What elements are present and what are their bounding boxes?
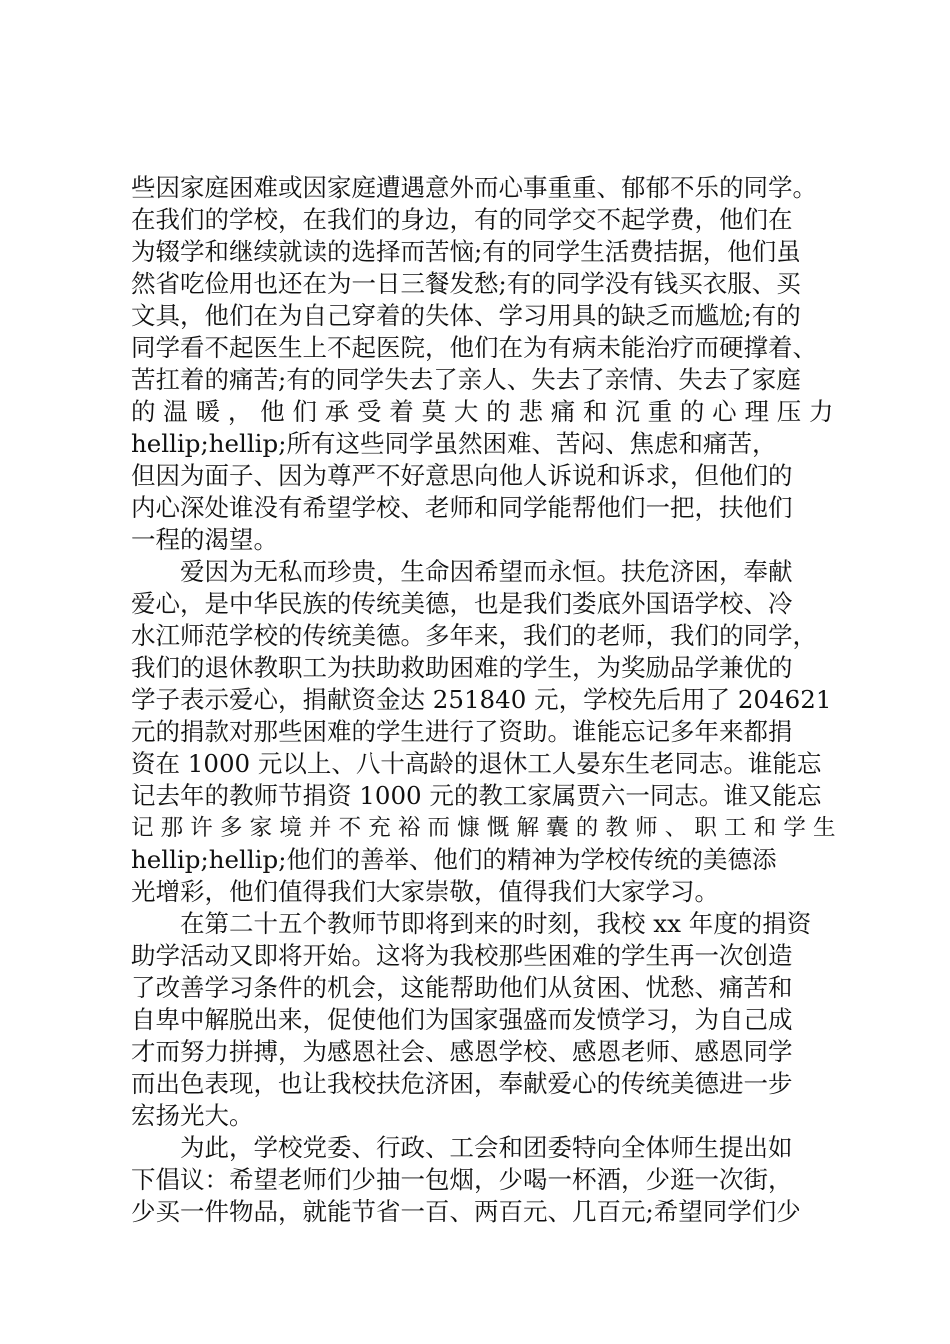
text-line: 然省吃俭用也还在为一日三餐发愁;有的同学没有钱买衣服、买: [131, 269, 801, 298]
text-line: 了改善学习条件的机会，这能帮助他们从贫困、忧愁、痛苦和: [131, 973, 793, 1002]
text-line: 助学活动又即将开始。这将为我校那些困难的学生再一次创造: [131, 941, 793, 970]
text-line: 宏扬光大。: [131, 1101, 254, 1130]
text-line: 水江师范学校的传统美德。多年来，我们的老师，我们的同学，: [131, 621, 817, 650]
text-line: 但因为面子、因为尊严不好意思向他人诉说和诉求，但他们的: [131, 461, 793, 490]
text-line: 内心深处谁没有希望学校、老师和同学能帮他们一把，扶他们: [131, 493, 793, 522]
text-line: 少买一件物品，就能节省一百、两百元、几百元;希望同学们少: [131, 1197, 801, 1226]
text-line: 些因家庭困难或因家庭遭遇意外而心事重重、郁郁不乐的同学。: [131, 173, 817, 202]
text-line: 记去年的教师节捐资 1000 元的教工家属贾六一同志。谁又能忘: [131, 781, 822, 810]
text-line: 而出色表现，也让我校扶危济困，奉献爱心的传统美德进一步: [131, 1069, 793, 1098]
text-line: 的 温 暖 ， 他 们 承 受 着 莫 大 的 悲 痛 和 沉 重 的 心 理 压 力: [131, 397, 834, 426]
text-line: 我们的退休教职工为扶助救助困难的学生，为奖励品学兼优的: [131, 653, 793, 682]
text-line: hellip;hellip;所有这些同学虽然困难、苦闷、焦虑和痛苦，: [131, 429, 777, 458]
text-line: 光增彩，他们值得我们大家崇敬，值得我们大家学习。: [131, 877, 719, 906]
text-line: 为辍学和继续就读的选择而苦恼;有的同学生活费拮据，他们虽: [131, 237, 801, 266]
text-line: 文具，他们在为自己穿着的失体、学习用具的缺乏而尴尬;有的: [131, 301, 801, 330]
body-text: [131, 172, 836, 1228]
text-line: 自卑中解脱出来，促使他们为国家强盛而发愤学习，为自己成: [131, 1005, 793, 1034]
text-line: hellip;hellip;他们的善举、他们的精神为学校传统的美德添: [131, 845, 777, 874]
text-line: 苦扛着的痛苦;有的同学失去了亲人、失去了亲情、失去了家庭: [131, 365, 801, 394]
text-line: 同学看不起医生上不起医院，他们在为有病未能治疗而硬撑着、: [131, 333, 817, 362]
text-line: 记 那 许 多 家 境 并 不 充 裕 而 慷 慨 解 囊 的 教 师 、 职 工 和 学 生: [131, 815, 836, 841]
paragraph-first-line: 为此，学校党委、行政、工会和团委特向全体师生提出如: [180, 1133, 793, 1162]
text-line: 一程的渴望。: [131, 525, 278, 554]
text-line: 学子表示爱心，捐献资金达 251840 元，学校先后用了 204621: [131, 685, 832, 714]
text-line: 才而努力拼搏，为感恩社会、感恩学校、感恩老师、感恩同学: [131, 1037, 793, 1066]
text-line: 爱心，是中华民族的传统美德，也是我们娄底外国语学校、冷: [131, 589, 793, 618]
paragraph-first-line: 爱因为无私而珍贵，生命因希望而永恒。扶危济困，奉献: [180, 557, 793, 586]
paragraph-first-line: 在第二十五个教师节即将到来的时刻，我校 xx 年度的捐资: [180, 909, 812, 938]
text-line: 在我们的学校，在我们的身边，有的同学交不起学费，他们在: [131, 205, 793, 234]
text-line: 下倡议：希望老师们少抽一包烟，少喝一杯酒，少逛一次街，: [131, 1165, 793, 1194]
text-line: 元的捐款对那些困难的学生进行了资助。谁能忘记多年来都捐: [131, 717, 793, 746]
text-line: 资在 1000 元以上、八十高龄的退休工人晏东生老同志。谁能忘: [131, 749, 822, 778]
